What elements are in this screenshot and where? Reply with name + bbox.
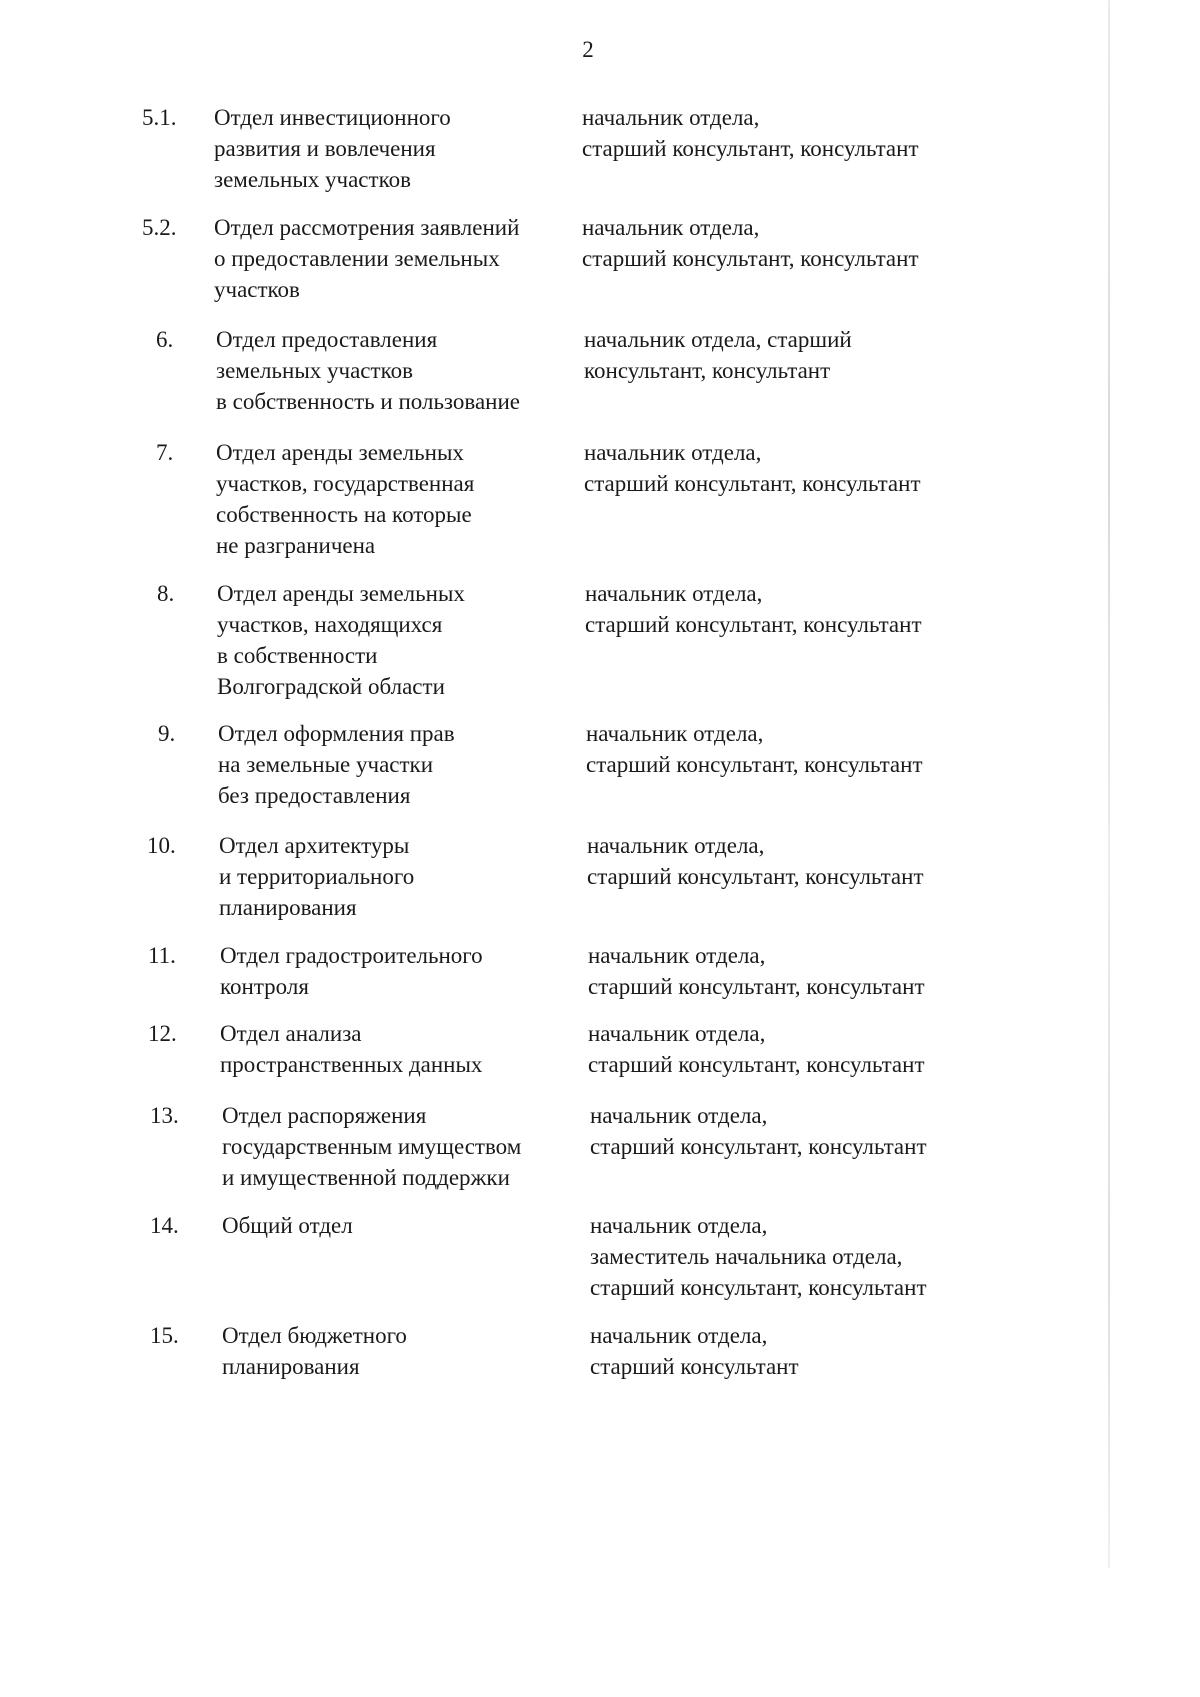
position-line: старший консультант, консультант: [584, 471, 921, 496]
department-name: [220, 940, 586, 1002]
department-name-line: контроля: [220, 974, 309, 999]
department-name-line: планирования: [222, 1354, 360, 1379]
positions: [585, 578, 1005, 640]
position-line: начальник отдела,: [587, 833, 765, 858]
department-name-line: Отдел аренды земельных: [217, 581, 465, 606]
positions: [584, 437, 1004, 499]
item-number: 8.: [157, 581, 175, 606]
positions: [590, 1320, 1010, 1382]
department-name-line: земельных участков: [214, 167, 411, 192]
department-name-line: и имущественной поддержки: [222, 1165, 510, 1190]
position-line: начальник отдела,: [590, 1213, 768, 1238]
position-line: консультант, консультант: [584, 358, 831, 383]
department-name-line: в собственность и пользование: [216, 389, 520, 414]
position-line: начальник отдела,: [588, 1021, 766, 1046]
position-line: начальник отдела,: [582, 105, 760, 130]
department-name-line: планирования: [219, 895, 357, 920]
positions: [590, 1210, 1010, 1303]
department-name-line: земельных участков: [216, 358, 413, 383]
department-name: [219, 830, 585, 923]
position-line: начальник отдела,: [585, 581, 763, 606]
department-name-line: Волгоградской области: [217, 674, 445, 699]
positions: [582, 212, 1002, 274]
department-name-line: участков: [214, 277, 300, 302]
department-name-line: собственность на которые: [216, 502, 472, 527]
department-name-line: без предоставления: [218, 783, 411, 808]
position-line: начальник отдела,: [590, 1323, 768, 1348]
department-name-line: Отдел оформления прав: [218, 721, 455, 746]
item-number: 13.: [150, 1103, 179, 1128]
position-line: начальник отдела, старший: [584, 327, 852, 352]
positions: [586, 718, 1006, 780]
department-name: [222, 1210, 588, 1241]
department-name-line: на земельные участки: [218, 752, 434, 777]
department-name: [214, 102, 580, 195]
department-name: [218, 718, 584, 811]
position-line: старший консультант, консультант: [582, 136, 919, 161]
department-name-line: государственным имуществом: [222, 1134, 522, 1159]
positions: [587, 830, 1007, 892]
item-number: 10.: [147, 833, 176, 858]
department-name-line: Отдел рассмотрения заявлений: [214, 215, 520, 240]
department-name: [222, 1100, 588, 1193]
position-line: начальник отдела,: [582, 215, 760, 240]
department-name-line: участков, государственная: [216, 471, 475, 496]
department-name: [214, 212, 580, 305]
scan-edge-artifact: [1108, 0, 1110, 1568]
department-name-line: пространственных данных: [220, 1052, 483, 1077]
department-name-line: Отдел предоставления: [216, 327, 438, 352]
department-name-line: Общий отдел: [222, 1213, 353, 1238]
department-name: [217, 578, 583, 702]
department-name-line: о предоставлении земельных: [214, 246, 500, 271]
department-name-line: не разграничена: [216, 533, 376, 558]
department-name-line: Отдел архитектуры: [219, 833, 410, 858]
position-line: старший консультант: [590, 1354, 799, 1379]
item-number: 6.: [156, 327, 174, 352]
department-name-line: участков, находящихся: [217, 612, 443, 637]
department-name-line: Отдел бюджетного: [222, 1323, 407, 1348]
positions: [584, 324, 1004, 386]
item-number: 11.: [148, 943, 176, 968]
position-line: старший консультант, консультант: [588, 974, 925, 999]
position-line: начальник отдела,: [586, 721, 764, 746]
position-line: старший консультант, консультант: [586, 752, 923, 777]
positions: [590, 1100, 1010, 1162]
position-line: старший консультант, консультант: [582, 246, 919, 271]
department-name-line: в собственности: [217, 643, 378, 668]
item-number: 12.: [148, 1021, 177, 1046]
department-name-line: Отдел аренды земельных: [216, 440, 464, 465]
position-line: старший консультант, консультант: [590, 1275, 927, 1300]
department-name-line: Отдел анализа: [220, 1021, 362, 1046]
item-number: 9.: [158, 721, 176, 746]
item-number: 14.: [150, 1213, 179, 1238]
department-name-line: Отдел инвестиционного: [214, 105, 451, 130]
positions: [582, 102, 1002, 164]
positions: [588, 940, 1008, 1002]
positions: [588, 1018, 1008, 1080]
department-name: [220, 1018, 586, 1080]
department-name: [216, 437, 582, 561]
position-line: заместитель начальника отдела,: [590, 1244, 903, 1269]
item-number: 5.1.: [142, 105, 177, 130]
position-line: начальник отдела,: [590, 1103, 768, 1128]
page-number: 2: [582, 37, 594, 62]
item-number: 5.2.: [142, 215, 177, 240]
department-name-line: Отдел распоряжения: [222, 1103, 427, 1128]
position-line: начальник отдела,: [584, 440, 762, 465]
department-name: [216, 324, 582, 417]
position-line: старший консультант, консультант: [585, 612, 922, 637]
department-name-line: и территориального: [219, 864, 415, 889]
position-line: старший консультант, консультант: [590, 1134, 927, 1159]
department-name-line: развития и вовлечения: [214, 136, 436, 161]
item-number: 7.: [156, 440, 174, 465]
position-line: старший консультант, консультант: [587, 864, 924, 889]
department-name-line: Отдел градостроительного: [220, 943, 483, 968]
position-line: начальник отдела,: [588, 943, 766, 968]
department-name: [222, 1320, 588, 1382]
item-number: 15.: [150, 1323, 179, 1348]
position-line: старший консультант, консультант: [588, 1052, 925, 1077]
